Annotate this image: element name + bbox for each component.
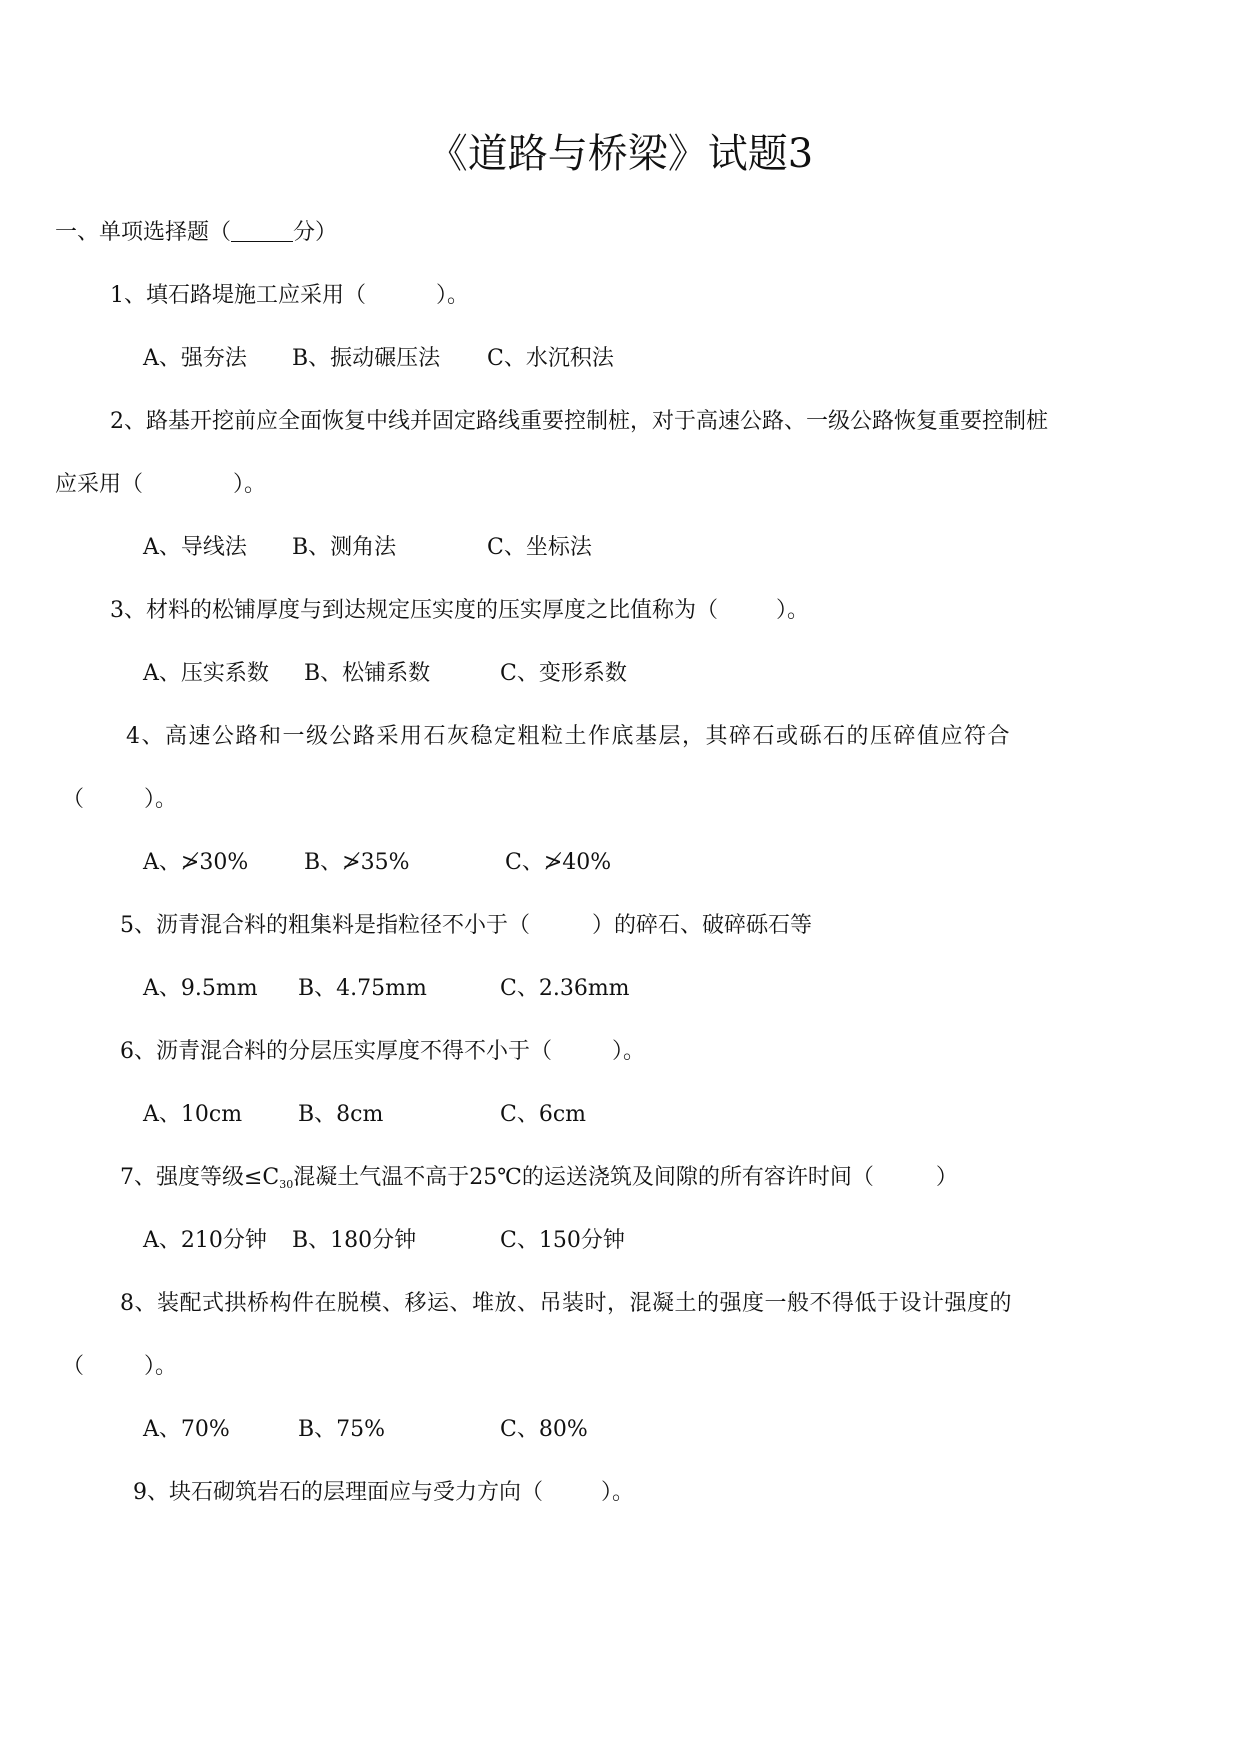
option-b[interactable]: B、测角法 xyxy=(292,535,397,560)
option-a[interactable]: A、9.5mm xyxy=(143,976,258,1001)
question-4-line2: （ ）。 xyxy=(62,787,178,812)
option-c[interactable]: C、150分钟 xyxy=(500,1228,625,1253)
question-3: 3、材料的松铺厚度与到达规定压实度的压实厚度之比值称为（ ）。 xyxy=(110,598,810,623)
option-c[interactable]: C、80% xyxy=(500,1417,588,1442)
option-b[interactable]: B、振动碾压法 xyxy=(292,346,441,371)
score-blank[interactable] xyxy=(231,221,293,242)
option-a[interactable]: A、210分钟 xyxy=(143,1228,267,1253)
page-title: 《道路与桥梁》试题3 xyxy=(427,131,814,177)
question-5: 5、沥青混合料的粗集料是指粒径不小于（ ）的碎石、破碎砾石等 xyxy=(120,913,813,938)
option-b[interactable]: B、4.75mm xyxy=(298,976,427,1001)
question-2: 2、路基开挖前应全面恢复中线并固定路线重要控制桩，对于高速公路、一级公路恢复重要控制桩 xyxy=(110,409,1049,434)
option-c[interactable]: C、6cm xyxy=(500,1102,587,1127)
question-2-line2: 应采用（ ）。 xyxy=(55,472,267,497)
question-1: 1、填石路堤施工应采用（ ）。 xyxy=(110,283,470,308)
question-6: 6、沥青混合料的分层压实厚度不得不小于（ ）。 xyxy=(120,1039,646,1064)
option-c[interactable]: C、≯40% xyxy=(505,850,612,875)
option-b[interactable]: B、75% xyxy=(298,1417,386,1442)
option-b[interactable]: B、8cm xyxy=(298,1102,384,1127)
option-b[interactable]: B、180分钟 xyxy=(292,1228,417,1253)
option-a[interactable]: A、≯30% xyxy=(143,850,249,875)
question-8: 8、装配式拱桥构件在脱模、移运、堆放、吊装时，混凝土的强度一般不得低于设计强度的 xyxy=(120,1291,1013,1316)
question-9: 9、块石砌筑岩石的层理面应与受力方向（ ）。 xyxy=(133,1480,635,1505)
option-a[interactable]: A、10cm xyxy=(143,1102,243,1127)
question-4: 4、高速公路和一级公路采用石灰稳定粗粒土作底基层，其碎石或砾石的压碎值应符合 xyxy=(126,724,1011,749)
section-heading: 一、单项选择题（ 分） xyxy=(55,220,338,245)
option-a[interactable]: A、压实系数 xyxy=(143,661,269,686)
option-a[interactable]: A、导线法 xyxy=(143,535,247,560)
option-b[interactable]: B、≯35% xyxy=(304,850,410,875)
option-c[interactable]: C、变形系数 xyxy=(500,661,627,686)
option-a[interactable]: A、强夯法 xyxy=(143,346,247,371)
question-7: 7、强度等级$\le C_{30}$混凝土气温不高于25℃的运送浇筑及间隙的所有容许时间（ ） xyxy=(120,1165,958,1191)
option-c[interactable]: C、坐标法 xyxy=(487,535,592,560)
question-8-line2: （ ）。 xyxy=(62,1354,178,1379)
option-a[interactable]: A、70% xyxy=(143,1417,230,1442)
option-b[interactable]: B、松铺系数 xyxy=(304,661,431,686)
option-c[interactable]: C、水沉积法 xyxy=(487,346,614,371)
option-c[interactable]: C、2.36mm xyxy=(500,976,630,1001)
